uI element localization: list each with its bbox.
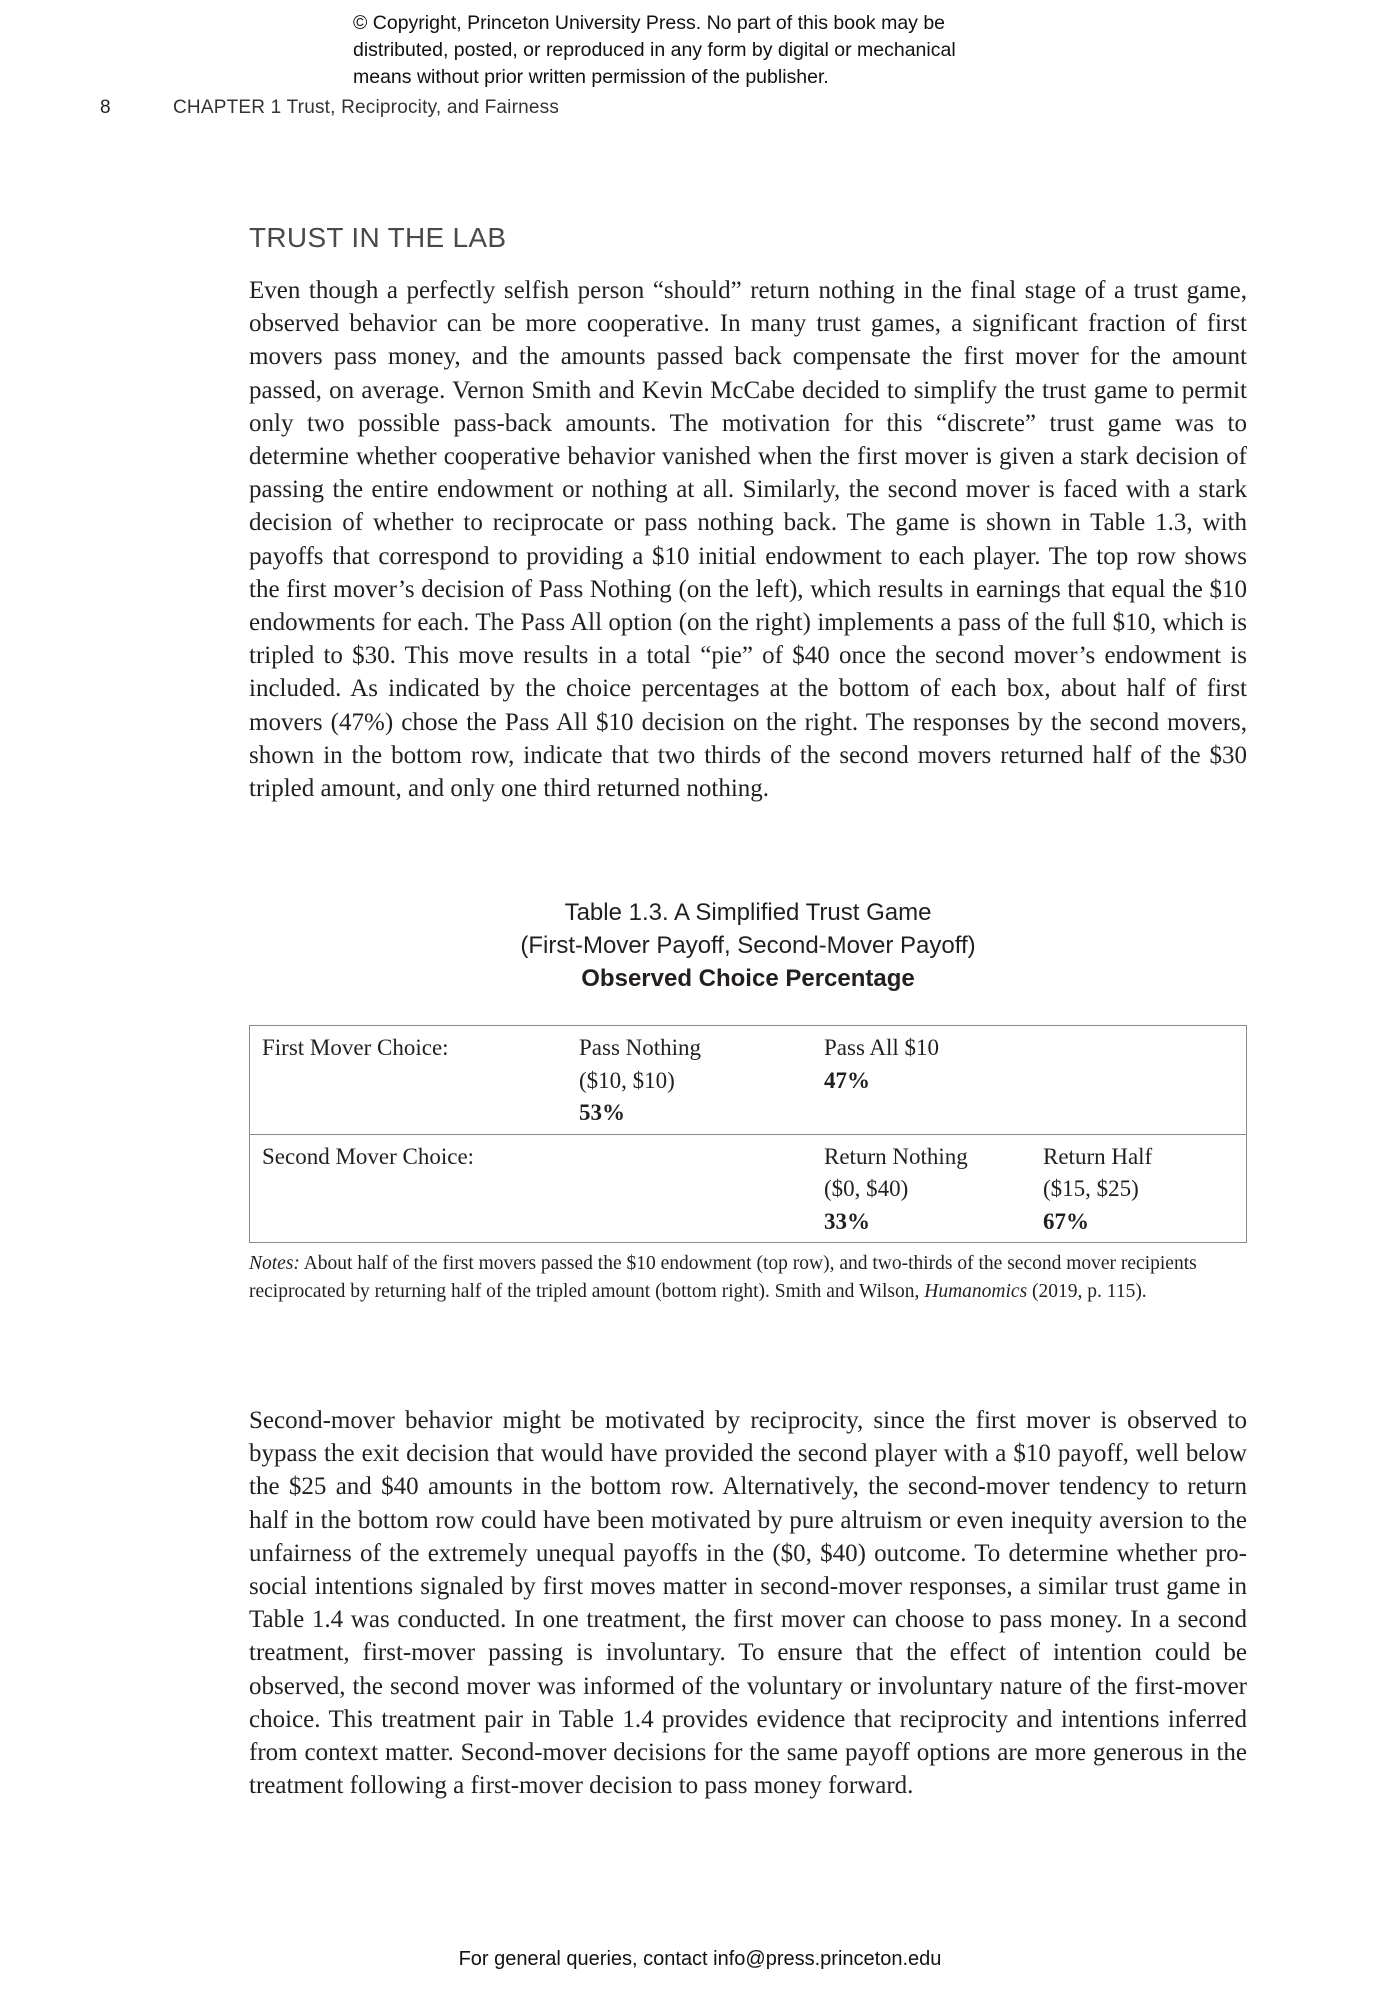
- cell-pass-all: [824, 1026, 1043, 1135]
- cell-return-nothing: [824, 1134, 1043, 1243]
- notes-book-title: Humanomics: [924, 1281, 1028, 1302]
- body-paragraph-1: Even though a perfectly selfish person “should” return nothing in the final stage of a trust game, observed behavior can be more cooperative. In many trust games, a significant fraction of first movers pass money, and the amounts passed back compensate the first mover for the amount passed, on average. Vernon Smith and Kevin McCabe decided to simplify the trust game to permit only two possible pass-back amounts. The motivation for this “discrete” trust game was to determine whether cooperative behavior vanished when the first mover is given a stark decision of passing the entire endowment or nothing at all. Similarly, the second mover is faced with a stark decision of whether to reciprocate or pass nothing back. The game is shown in Table 1.3, with payoffs that correspond to providing a $10 initial endowment to each player. The top row shows the first mover’s decision of Pass Nothing (on the left), which results in earnings that equal the $10 endowments for each. The Pass All option (on the right) implements a pass of the full $10, which is tripled to $30. This move results in a total “pie” of $40 once the second mover’s endowment is included. As indicated by the choice percentages at the bottom of each box, about half of first movers (47%) chose the Pass All $10 decision on the right. The responses by the second movers, shown in the bottom row, indicate that two thirds of the second movers returned half of the $30 tripled amount, and only one third returned nothing.: [249, 277, 1247, 803]
- copyright-notice: [353, 10, 1113, 91]
- choice-payoff: ($15, $25): [1043, 1176, 1139, 1201]
- notes-citation-end: (2019, p. 115).: [1027, 1281, 1147, 1302]
- body-paragraph-2: Second-mover behavior might be motivated by reciprocity, since the first mover is observed to bypass the exit decision that would have provided the second player with a $10 payoff, well below the $25 and $40 amounts in the bottom row. Alternatively, the second-mover tendency to return half in the bottom row could have been motivated by pure altruism or even inequity aversion to the unfairness of the extremely unequal payoffs in the ($0, $40) outcome. To determine whether pro-social intentions signaled by first moves matter in second-mover responses, a similar trust game in Table 1.4 was conducted. In one treatment, the first mover can choose to pass money. In a second treatment, first-mover passing is involuntary. To ensure that the effect of intention could be observed, the second mover was informed of the voluntary or involuntary nature of the first-mover choice. This treatment pair in Table 1.4 provides evidence that reciprocity and intentions inferred from context matter. Second-mover decisions for the same payoff options are more generous in the treatment following a first-mover decision to pass money forward.: [249, 1407, 1247, 1800]
- table-caption-subtitle: (First-Mover Payoff, Second-Mover Payoff): [520, 932, 976, 959]
- choice-name: Pass All $10: [824, 1035, 940, 1060]
- choice-percentage: 33%: [824, 1208, 870, 1234]
- table-row-first-mover: [250, 1026, 1247, 1135]
- table-notes: [249, 1250, 1247, 1306]
- copyright-line-2: distributed, posted, or reproduced in any form by digital or mechanical: [353, 39, 956, 61]
- choice-payoff: ($10, $10): [579, 1067, 675, 1093]
- choice-payoff: ($0, $40): [824, 1176, 909, 1201]
- table-caption-observed: Observed Choice Percentage: [581, 965, 915, 992]
- choice-name: Return Half: [1043, 1143, 1153, 1169]
- choice-percentage: 53%: [579, 1100, 625, 1125]
- running-head: CHAPTER 1 Trust, Reciprocity, and Fairness: [173, 97, 560, 118]
- choice-percentage: 47%: [824, 1067, 870, 1093]
- notes-text: About half of the first movers passed the $10 endowment (top row), and two-thirds of the second mover recipients reciprocated by returning half of the tripled amount (bottom right). Smith and Wilson,: [249, 1253, 1197, 1302]
- cell-pass-nothing: [579, 1026, 824, 1135]
- row-label-first-mover: First Mover Choice:: [250, 1026, 580, 1135]
- trust-game-table: [249, 1025, 1247, 1243]
- table-row-second-mover: [250, 1134, 1247, 1243]
- section-heading: TRUST IN THE LAB: [249, 222, 507, 253]
- choice-name: Pass Nothing: [579, 1035, 702, 1060]
- choice-name: Return Nothing: [824, 1143, 968, 1169]
- choice-percentage: 67%: [1043, 1208, 1089, 1234]
- cell-empty: [1043, 1026, 1247, 1135]
- table-caption: [249, 896, 1247, 995]
- copyright-line-1: © Copyright, Princeton University Press. No part of this book may be: [353, 12, 946, 34]
- page-number: 8: [100, 97, 111, 118]
- footer-contact: For general queries, contact info@press.princeton.edu: [458, 1948, 942, 1970]
- cell-return-half: [1043, 1134, 1247, 1243]
- table-caption-title: Table 1.3. A Simplified Trust Game: [564, 899, 932, 926]
- notes-label: Notes:: [249, 1253, 300, 1274]
- copyright-line-3: means without prior written permission of the publisher.: [353, 66, 829, 88]
- row-label-second-mover: Second Mover Choice:: [262, 1143, 475, 1169]
- cell-empty: [579, 1134, 824, 1243]
